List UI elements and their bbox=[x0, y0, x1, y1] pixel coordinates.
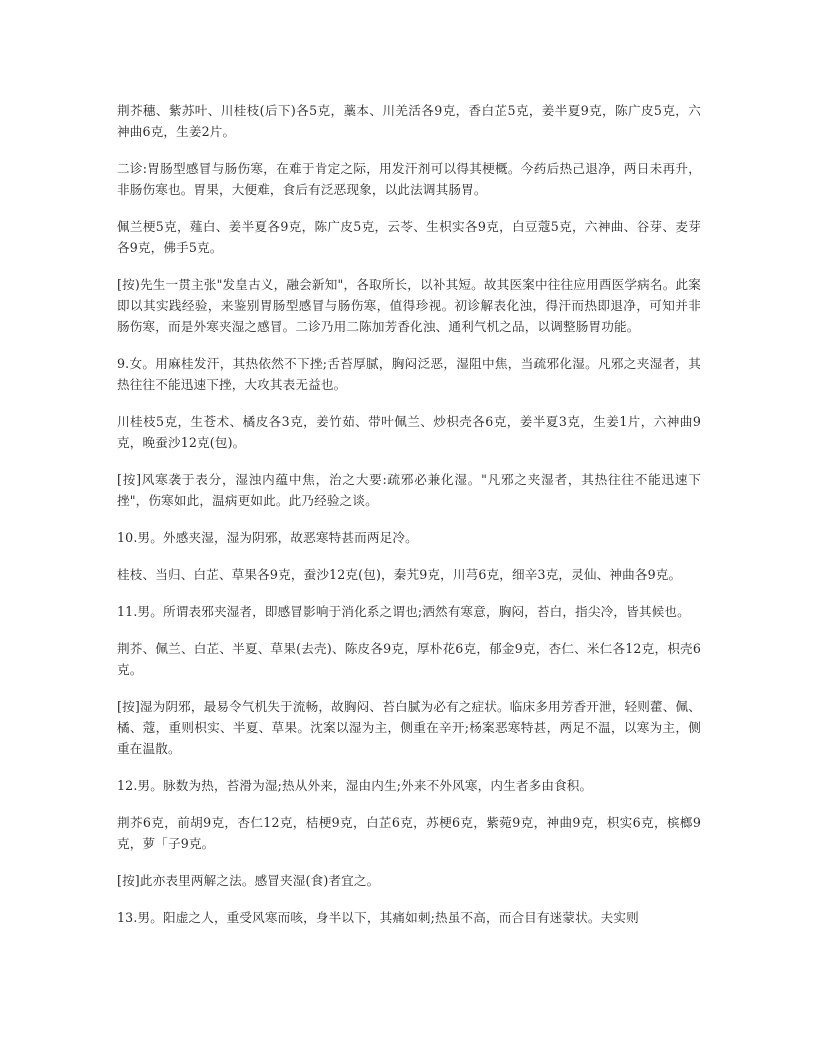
paragraph-consultation-note-2: 二诊:胃肠型感冒与肠伤寒，在难于肯定之际，用发汗剂可以得其梗概。今药后热己退净，两日未再升，非肠伤寒也。胃果，大便难，食后有泛恶现象，以此法调其肠胃。 bbox=[117, 161, 701, 197]
paragraph-case-12: 12.男。脉数为热，苔滑为湿;热从外来，湿由内生;外来不外风寒，内生者多由食积。 bbox=[117, 778, 593, 793]
paragraph-case-13: 13.男。阳虚之人，重受风寒而咳，身半以下，其痛如刺;热虽不高，而合目有迷蒙状。夫实则 bbox=[117, 910, 639, 925]
paragraph-prescription-11: 荆芥、佩兰、白芷、半夏、草果(去壳)、陈皮各9克，厚朴花6克，郁金9克，杏仁、米仁各12克，枳壳6克。 bbox=[117, 641, 701, 677]
paragraph-case-9: 9.女。用麻桂发汗，其热依然不下挫;舌苔厚腻，胸闷泛恶，湿阻中焦，当疏邪化湿。凡邪之夹湿者，其热往往不能迅速下挫，大攻其表无益也。 bbox=[117, 356, 701, 392]
paragraph-annotation-7: [按]风寒袭于表分，湿浊内蕴中焦，治之大要:疏邪必兼化湿。"凡邪之夹湿者，其热往往不能迅速下挫"，伤寒如此，温病更如此。此乃经验之谈。 bbox=[117, 472, 701, 508]
paragraph-annotation-12: [按]湿为阴邪，最易令气机失于流畅，故胸闷、苔白腻为必有之症状。临床多用芳香开泄，轻则藿、佩、橘、蔻，重则枳实、半夏、草果。沈案以湿为主，侧重在辛开;杨案恶寒特甚，两足不温，以寒为主，侧重在温散。 bbox=[117, 699, 701, 756]
document-text-block bbox=[117, 100, 701, 928]
paragraph-prescription-6: 川桂枝5克，生苍术、橘皮各3克，姜竹茹、带叶佩兰、炒枳壳各6克，姜半夏3克，生姜1片，六神曲9克，晚蚕沙12克(包)。 bbox=[117, 414, 701, 450]
paragraph-annotation-4: [按)先生一贯主张"发皇古义，融会新知"，各取所长，以补其短。故其医案中往往应用酉医学病名。此案即以其实践经验，来鉴别胃肠型感冒与肠伤寒，值得珍视。初诊解表化浊，得汗而热即退净，可知并非肠伤寒，而是外寒夹湿之感冒。二诊乃用二陈加芳香化浊、通利气机之品，以调整肠胃功能。 bbox=[117, 277, 701, 334]
paragraph-prescription-3: 佩兰梗5克，薤白、姜半夏各9克，陈广皮5克，云苓、生枳实各9克，白豆蔻5克，六神曲、谷芽、麦芽各9克，佛手5克。 bbox=[117, 219, 701, 255]
paragraph-prescription-1: 荆芥穗、紫苏叶、川桂枝(后下)各5克，藁本、川羌活各9克，香白芷5克，姜半夏9克，陈广皮5克，六神曲6克，生姜2片。 bbox=[117, 103, 701, 139]
paragraph-annotation-15: [按]此亦表里两解之法。感冒夹湿(食)者宜之。 bbox=[117, 873, 380, 888]
paragraph-prescription-9: 桂枝、当归、白芷、草果各9克，蚕沙12克(包)，秦艽9克，川芎6克，细辛3克，灵仙、神曲各9克。 bbox=[117, 567, 682, 582]
paragraph-case-10: 10.男。外感夹湿，湿为阴邪，故恶寒特甚而两足冷。 bbox=[117, 530, 418, 545]
paragraph-prescription-14: 荆芥6克，前胡9克，杏仁12克，桔梗9克，白芷6克，苏梗6克，紫菀9克，神曲9克，枳实6克，槟榔9克，萝「子9克。 bbox=[117, 815, 701, 851]
paragraph-case-11: 11.男。所谓表邪夹湿者，即感冒影响于消化系之谓也;洒然有寒意，胸闷，苔白，指尖冷，皆其候也。 bbox=[117, 604, 690, 619]
